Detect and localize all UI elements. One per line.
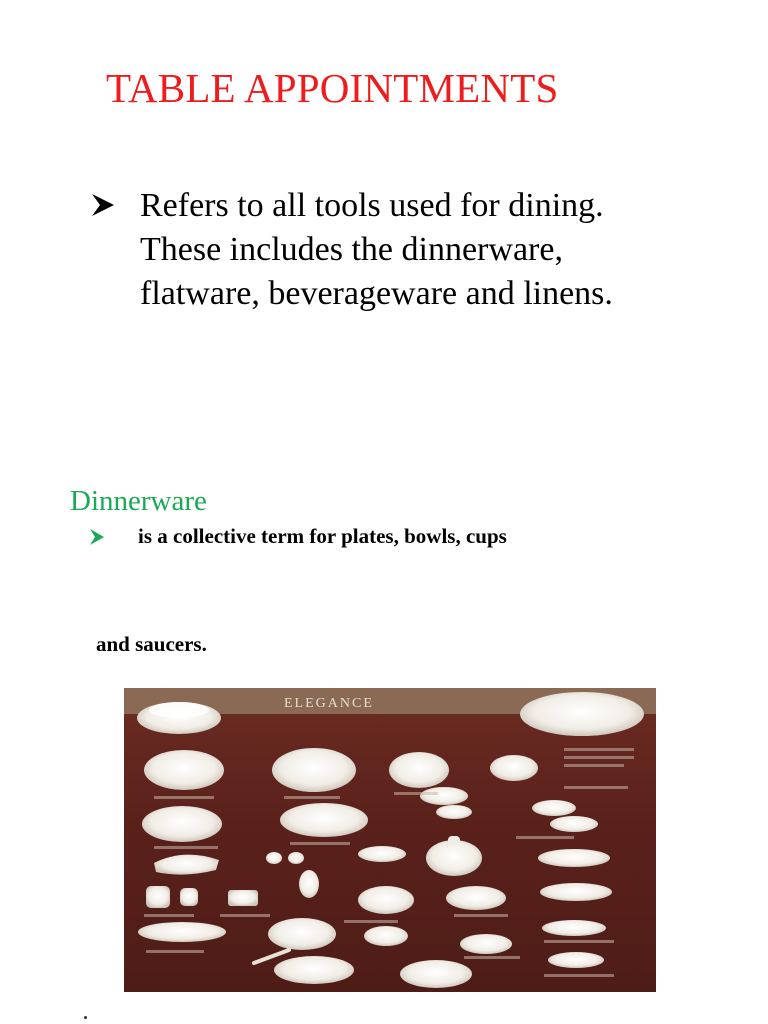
plate-shape [490,755,538,781]
plate-shape [540,883,612,901]
intro-bullet-line: flatware, beverageware and linens. [140,275,613,312]
dinnerware-heading: Dinnerware [70,485,207,517]
dish-shape [228,890,258,906]
plate-shape [538,849,610,867]
platter-shape [138,922,226,942]
dinnerware-definition: is a collective term for plates, bowls, cups [138,524,507,548]
dinnerware-definition-continued: and saucers. [96,632,207,656]
salt-shaker-shape [266,852,282,864]
plate-shape [542,920,606,936]
serving-dish-shape [274,956,354,984]
saucer-shape [420,787,468,805]
vase-shape [299,870,319,898]
pepper-shaker-shape [288,852,304,864]
bowl-shape [364,926,408,946]
green-arrow-bullet-icon [88,527,106,547]
mug-shape [146,886,170,908]
cup-shape [180,888,198,906]
plate-shape [280,803,368,837]
tureen-shape [400,960,472,988]
plate-shape [389,752,449,788]
plate-shape [144,750,224,790]
intro-bullet-line: Refers to all tools used for dining. [140,187,604,224]
arrow-bullet-icon [88,190,118,220]
footer-mark [84,1016,87,1019]
intro-bullet-text [140,184,613,316]
dinnerware-photo [124,688,656,992]
gravy-boat-shape [154,855,219,875]
bowl-shape [268,918,336,950]
teapot-shape [426,840,482,876]
cup-saucer-shape [446,886,506,910]
plate-shape [142,806,222,842]
slide-title: TABLE APPOINTMENTS [106,65,559,111]
saucer-shape [436,805,472,819]
photo-banner-text: ELEGANCE [284,696,374,711]
bowl-shape [358,886,414,914]
saucer-shape [550,816,598,832]
bowl-shape [460,934,512,954]
plate-shape [272,748,356,792]
saucer-shape [532,800,576,816]
platter-shape [520,692,644,736]
intro-bullet-line: These includes the dinnerware, [140,231,563,268]
bowl-shape [358,846,406,862]
plate-shape [548,952,604,968]
